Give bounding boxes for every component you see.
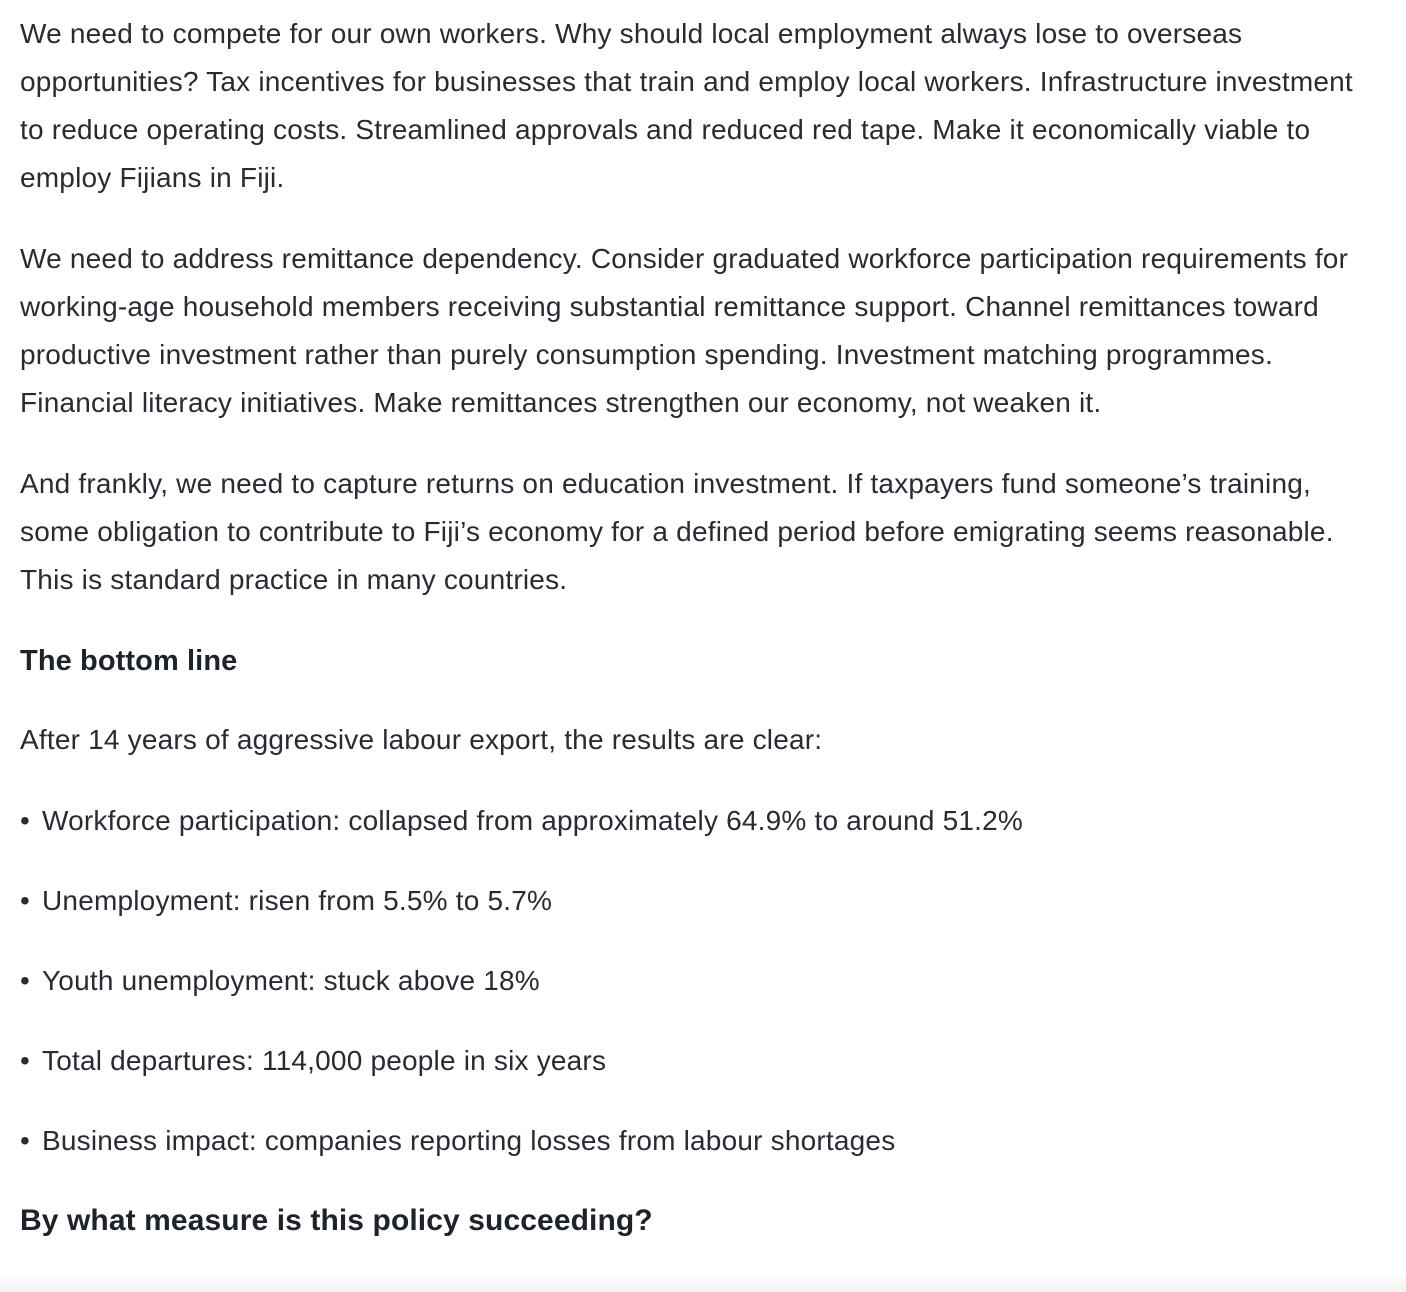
bullet-marker: • xyxy=(20,965,31,996)
paragraph-remittance-dependency: We need to address remittance dependency. Consider graduated workforce participation requirements for working-age household members receiving substantial remittance support. Channel remittances toward productive investment rather than purely consumption spending. Investment matching programmes. Financial literacy initiatives. Make remittances strengthen our economy, not weaken it. xyxy=(20,243,1349,418)
bullet-business-impact xyxy=(20,1117,1384,1165)
bullet-youth-unemployment xyxy=(20,957,1384,1005)
bullet-text: Youth unemployment: stuck above 18% xyxy=(42,965,540,996)
bullet-marker: • xyxy=(20,1125,31,1156)
heading-bottom-line: The bottom line xyxy=(20,645,238,677)
bottom-edge-fade xyxy=(0,1272,1406,1292)
bullet-total-departures xyxy=(20,1037,1384,1085)
paragraph-compete-for-workers: We need to compete for our own workers. Why should local employment always lose to overseas opportunities? Tax incentives for businesses that train and employ local workers. Infrastructure investment to reduce operating costs. Streamlined approvals and reduced red tape. Make it economically viable to employ Fijians in Fiji. xyxy=(20,18,1353,193)
bullet-marker: • xyxy=(20,1045,31,1076)
bullet-text: Unemployment: risen from 5.5% to 5.7% xyxy=(42,885,553,916)
bullet-text: Business impact: companies reporting losses from labour shortages xyxy=(42,1125,896,1156)
paragraph-results-intro: After 14 years of aggressive labour export, the results are clear: xyxy=(20,724,823,755)
bullet-unemployment xyxy=(20,877,1384,925)
bullet-text: Total departures: 114,000 people in six years xyxy=(42,1045,607,1076)
bullet-marker: • xyxy=(20,885,31,916)
heading-policy-question: By what measure is this policy succeeding? xyxy=(20,1204,653,1237)
bullet-marker: • xyxy=(20,805,31,836)
paragraph-education-investment: And frankly, we need to capture returns on education investment. If taxpayers fund someone’s training, some obligation to contribute to Fiji’s economy for a defined period before emigrating seems reasonable. This is standard practice in many countries. xyxy=(20,468,1334,595)
bullet-text: Workforce participation: collapsed from approximately 64.9% to around 51.2% xyxy=(42,805,1023,836)
bullet-workforce-participation xyxy=(20,797,1384,845)
